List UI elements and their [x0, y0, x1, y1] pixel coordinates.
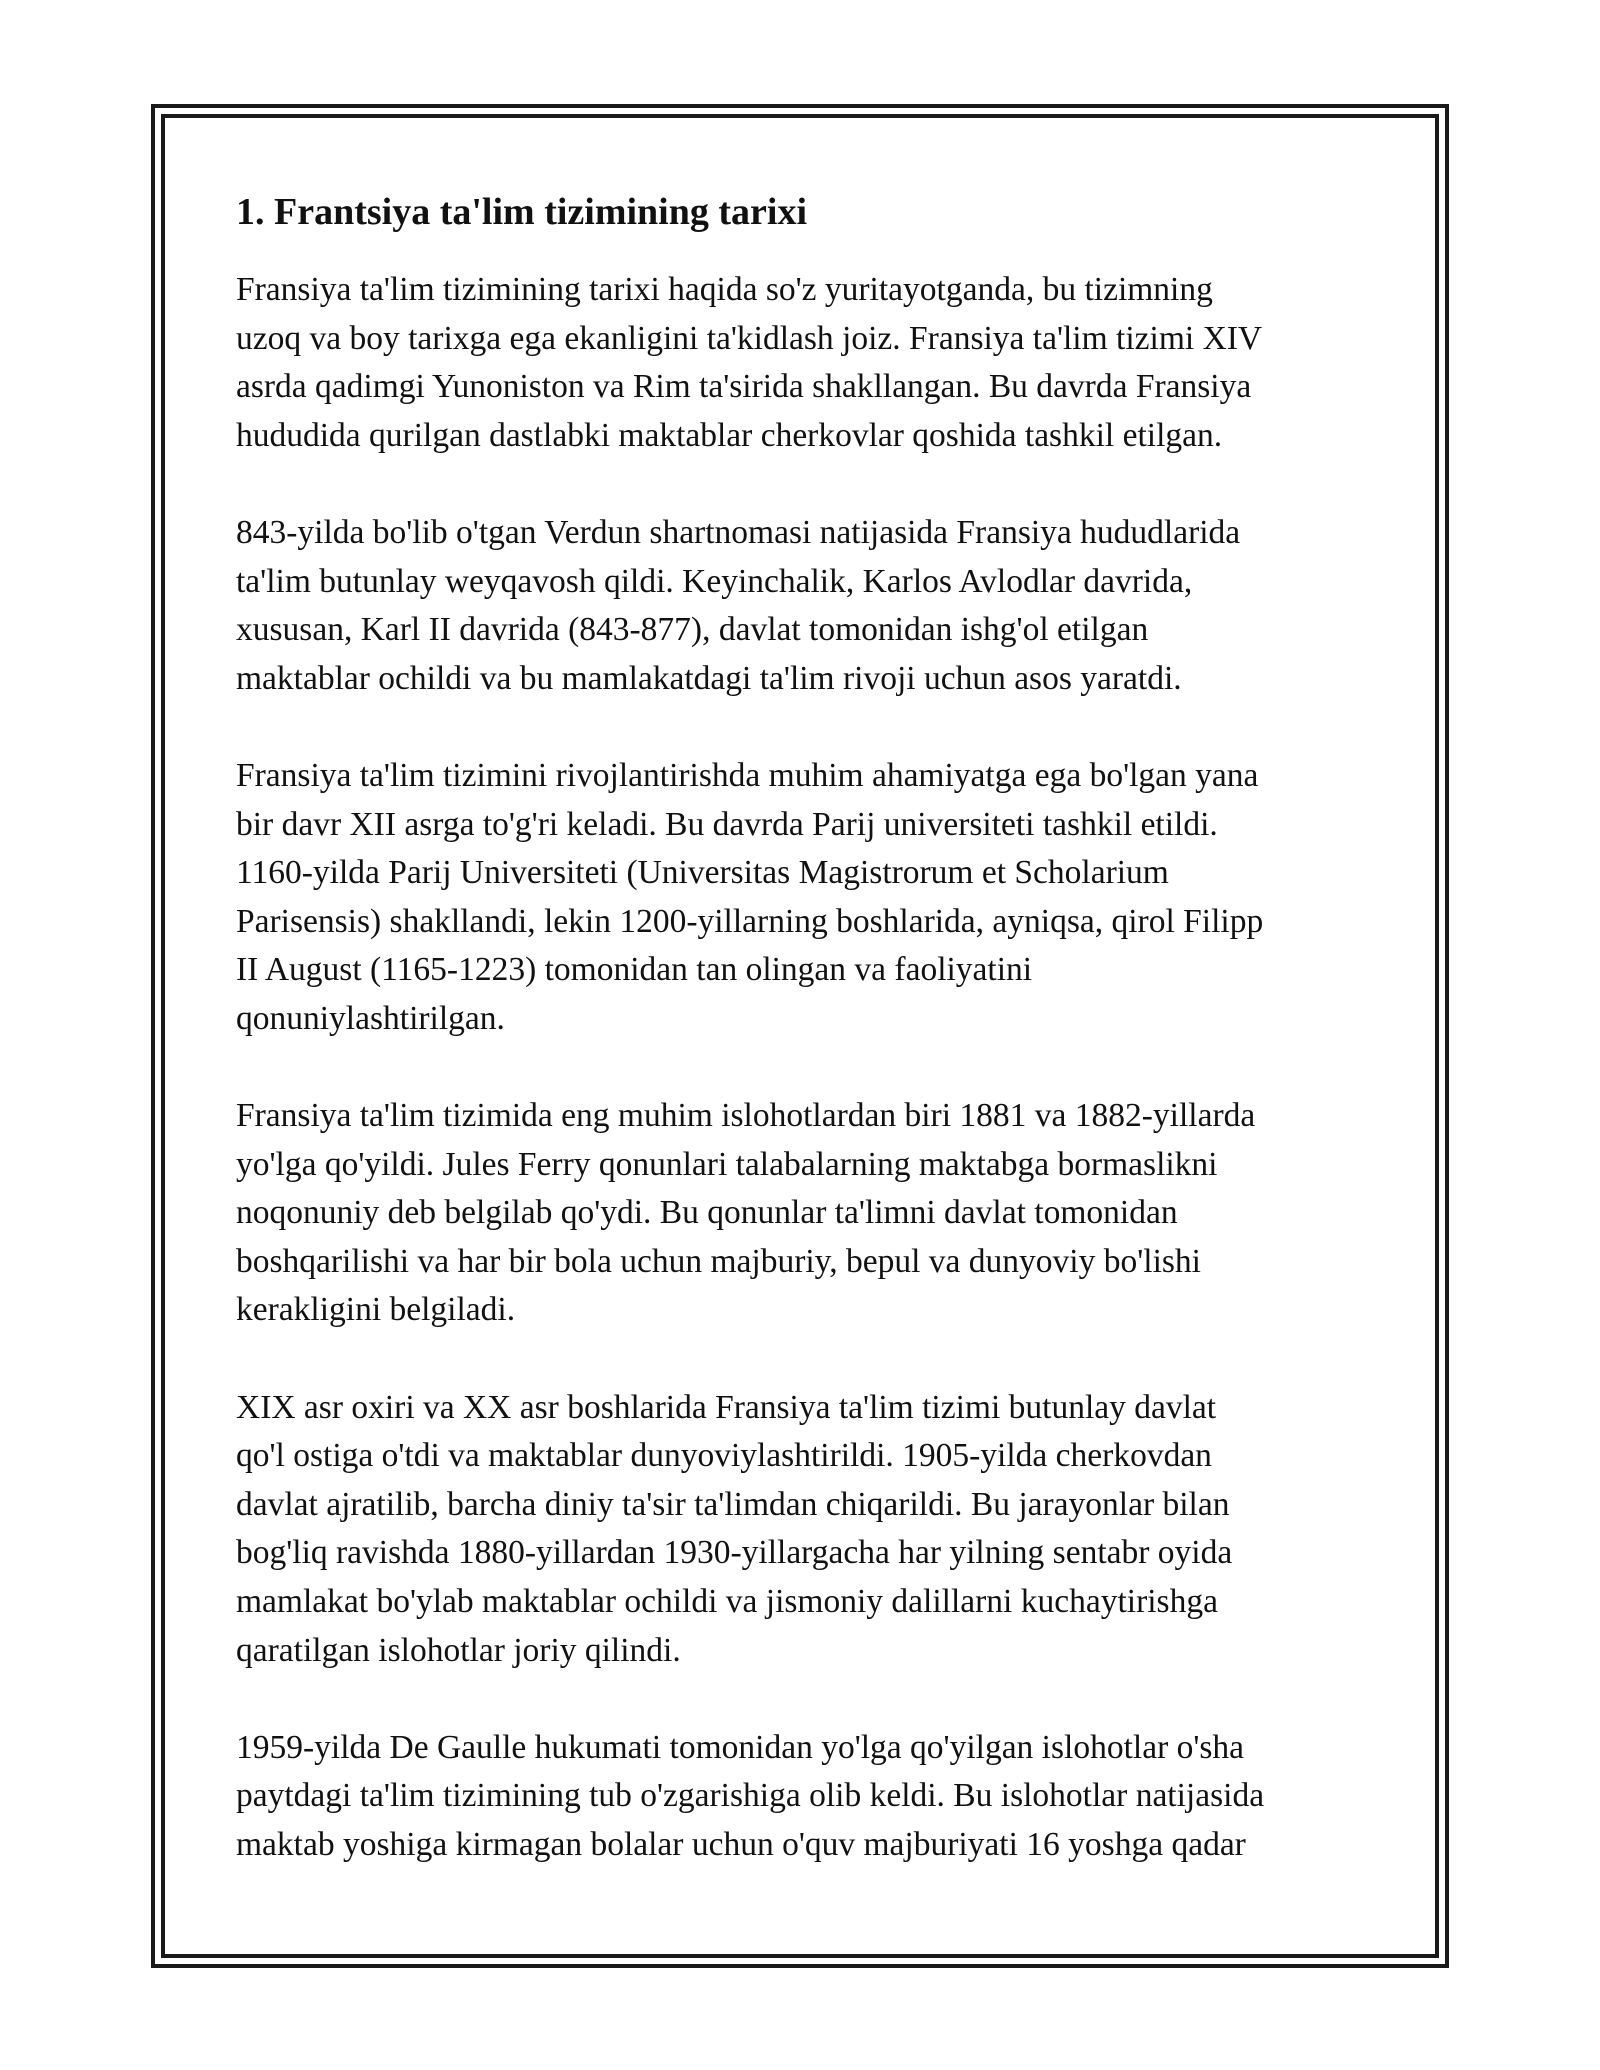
- text-line: hududida qurilgan dastlabki maktablar cherkovlar qoshida tashkil etilgan.: [236, 416, 1223, 454]
- paragraph-de-gaulle: [236, 1724, 1366, 1870]
- text-line: XIX asr oxiri va XX asr boshlarida Fransiya ta'lim tizimi butunlay davlat: [236, 1388, 1217, 1426]
- text-line: kerakligini belgiladi.: [236, 1291, 516, 1329]
- paragraph-verdun: [236, 509, 1366, 703]
- text-line: Fransiya ta'lim tizimini rivojlantirishda muhim ahamiyatga ega bo'lgan yana: [236, 756, 1259, 794]
- text-line: xususan, Karl II davrida (843-877), davlat tomonidan ishg'ol etilgan: [236, 611, 1149, 649]
- paragraph-secularization: [236, 1384, 1366, 1676]
- text-line: qo'l ostiga o'tdi va maktablar dunyoviylashtirildi. 1905-yilda cherkovdan: [236, 1437, 1212, 1475]
- text-line: qaratilgan islohotlar joriy qilindi.: [236, 1631, 681, 1669]
- section-heading: 1. Frantsiya ta'lim tizimining tarixi: [236, 191, 808, 233]
- text-line: maktablar ochildi va bu mamlakatdagi ta'lim rivoji uchun asos yaratdi.: [236, 659, 1182, 697]
- text-line: 1160-yilda Parij Universiteti (Universitas Magistrorum et Scholarium: [236, 854, 1169, 892]
- text-line: 1959-yilda De Gaulle hukumati tomonidan yo'lga qo'yilgan islohotlar o'sha: [236, 1728, 1245, 1766]
- text-line: asrda qadimgi Yunoniston va Rim ta'sirida shakllangan. Bu davrda Fransiya: [236, 368, 1252, 406]
- text-line: noqonuniy deb belgilab qo'ydi. Bu qonunlar ta'limni davlat tomonidan: [236, 1194, 1178, 1232]
- paragraph-ferry-laws: [236, 1092, 1366, 1335]
- text-line: qonuniylashtirilgan.: [236, 999, 505, 1037]
- text-line: yo'lga qo'yildi. Jules Ferry qonunlari talabalarning maktabga bormaslikni: [236, 1145, 1218, 1183]
- text-line: Fransiya ta'lim tizimida eng muhim islohotlardan biri 1881 va 1882-yillarda: [236, 1097, 1256, 1135]
- text-line: maktab yoshiga kirmagan bolalar uchun o'quv majburiyati 16 yoshga qadar: [236, 1826, 1246, 1863]
- text-line: 843-yilda bo'lib o'tgan Verdun shartnomasi natijasida Fransiya hududlarida: [236, 513, 1241, 551]
- paragraph-origins: [236, 266, 1366, 460]
- text-line: Parisensis) shakllandi, lekin 1200-yillarning boshlarida, ayniqsa, qirol Filipp: [236, 902, 1264, 940]
- text-line: ta'lim butunlay weyqavosh qildi. Keyinchalik, Karlos Avlodlar davrida,: [236, 562, 1193, 600]
- text-line: bir davr XII asrga to'g'ri keladi. Bu davrda Parij universiteti tashkil etildi.: [236, 805, 1218, 843]
- text-line: mamlakat bo'ylab maktablar ochildi va jismoniy dalillarni kuchaytirishga: [236, 1583, 1218, 1621]
- text-line: davlat ajratilib, barcha diniy ta'sir ta'limdan chiqarildi. Bu jarayonlar bilan: [236, 1485, 1230, 1523]
- document-body: [236, 186, 1366, 1870]
- text-line: boshqarilishi va har bir bola uchun majburiy, bepul va dunyoviy bo'lishi: [236, 1242, 1201, 1280]
- text-line: paytdagi ta'lim tizimining tub o'zgarishiga olib keldi. Bu islohotlar natijasida: [236, 1777, 1265, 1815]
- text-line: II August (1165-1223) tomonidan tan olingan va faoliyatini: [236, 951, 1033, 989]
- text-line: uzoq va boy tarixga ega ekanligini ta'kidlash joiz. Fransiya ta'lim tizimi XIV: [236, 319, 1263, 357]
- text-line: Fransiya ta'lim tizimining tarixi haqida so'z yuritayotganda, bu tizimning: [236, 271, 1213, 308]
- paragraph-paris-university: [236, 752, 1366, 1044]
- text-line: bog'liq ravishda 1880-yillardan 1930-yillargacha har yilning sentabr oyida: [236, 1534, 1233, 1572]
